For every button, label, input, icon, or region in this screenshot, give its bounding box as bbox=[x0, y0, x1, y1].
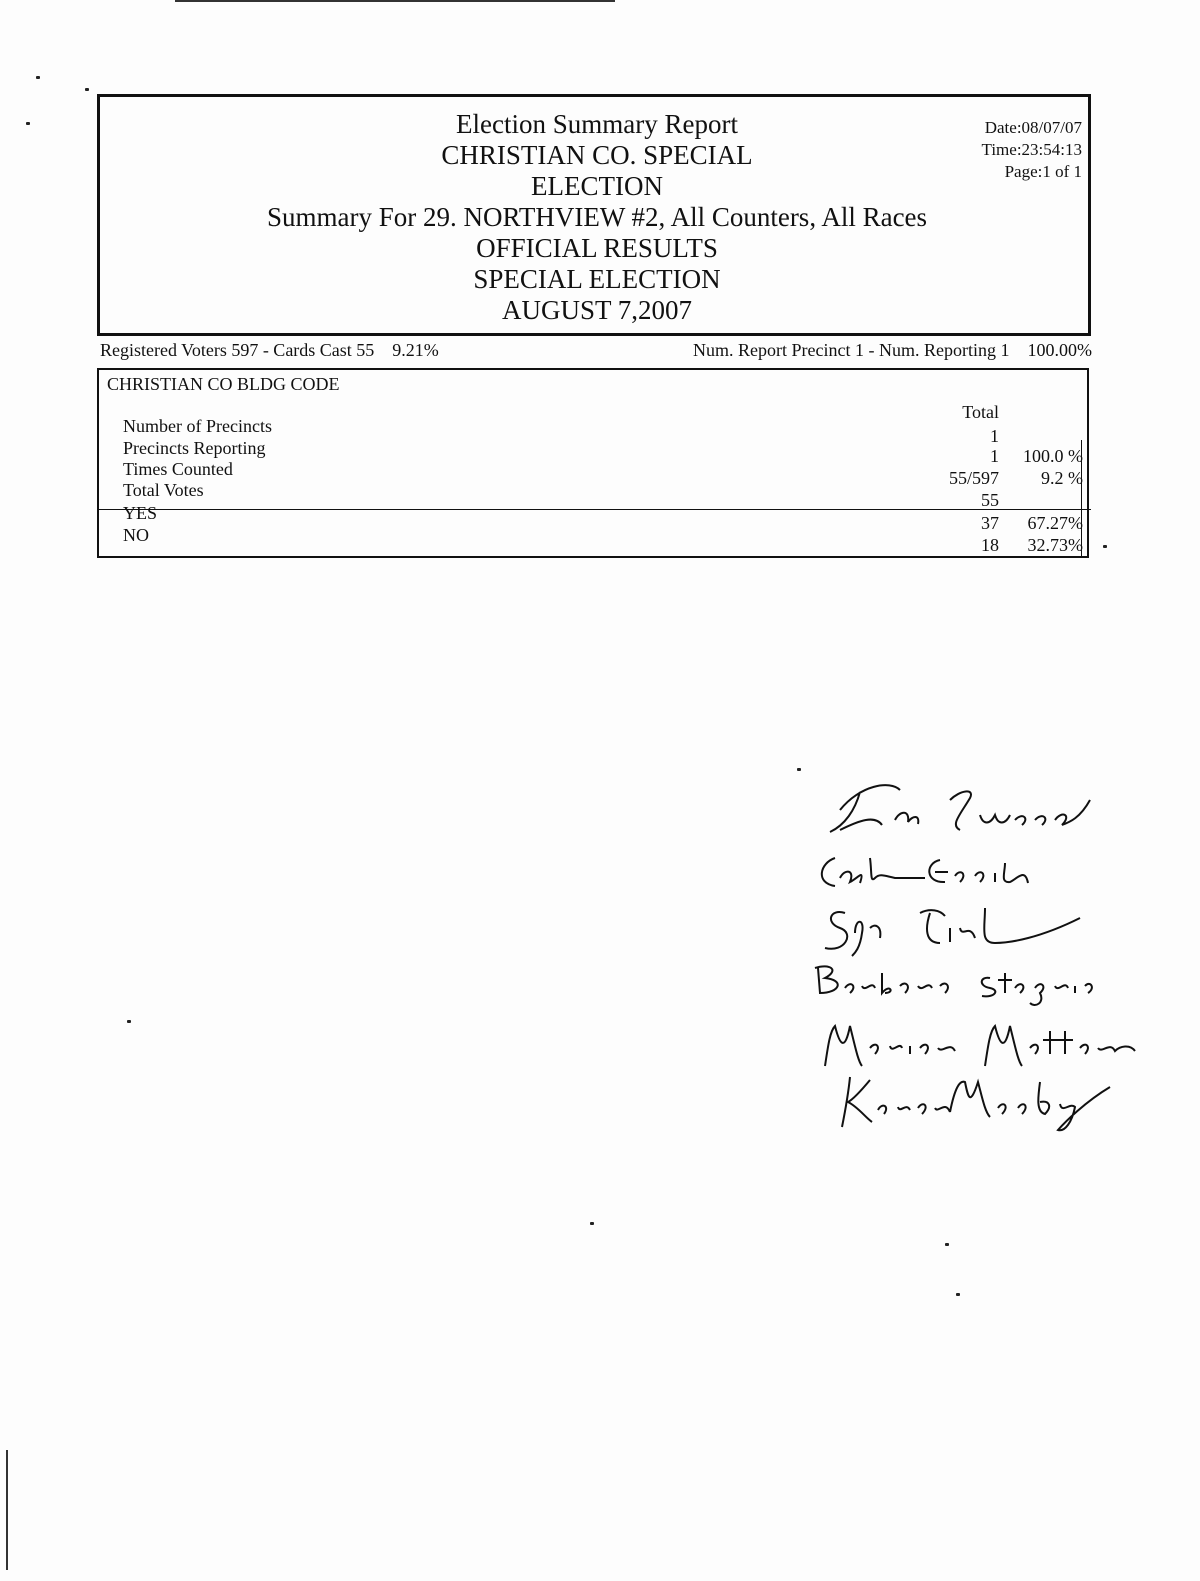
stat-value: 55/597 bbox=[948, 468, 999, 488]
signature-carla-essick bbox=[800, 838, 1160, 898]
choice-votes: 18 bbox=[981, 535, 999, 555]
stat-percent: 9.2 % bbox=[1041, 468, 1083, 488]
scan-speck bbox=[590, 1222, 594, 1225]
stat-value: 1 bbox=[990, 426, 999, 446]
stat-row-times-counted bbox=[123, 459, 1083, 488]
signature-image bbox=[800, 780, 1160, 840]
registered-voters-summary: Registered Voters 597 - Cards Cast 55 9.21% bbox=[100, 340, 439, 360]
race-title: CHRISTIAN CO BLDG CODE bbox=[107, 374, 340, 394]
signature-lora-russell bbox=[800, 780, 1160, 840]
scan-speck bbox=[797, 768, 801, 771]
report-election-date: AUGUST 7,2007 bbox=[501, 295, 692, 325]
percent-column-border bbox=[1081, 440, 1082, 558]
report-date: Date:08/07/07 bbox=[984, 118, 1082, 137]
choice-row-yes bbox=[123, 503, 1083, 533]
scan-speck bbox=[945, 1243, 949, 1246]
stat-label: Precincts Reporting bbox=[123, 438, 266, 458]
report-title: Election Summary Report bbox=[456, 109, 738, 139]
total-column-header: Total bbox=[962, 402, 999, 422]
signature-image bbox=[800, 1016, 1160, 1076]
precincts-reporting-summary: Num. Report Precinct 1 - Num. Reporting 1 100.00% bbox=[693, 340, 1092, 360]
report-page-number: Page:1 of 1 bbox=[1004, 162, 1082, 181]
scan-artifact-left-edge bbox=[6, 1450, 8, 1570]
stat-row-total-votes bbox=[123, 480, 1083, 510]
signature-image bbox=[800, 958, 1160, 1018]
stat-label: Total Votes bbox=[123, 480, 204, 500]
choice-percent: 67.27% bbox=[1027, 513, 1083, 533]
report-title-block bbox=[100, 109, 1094, 326]
stat-label: Times Counted bbox=[123, 459, 233, 479]
stat-percent: 100.0 % bbox=[1023, 446, 1083, 466]
scan-artifact-top bbox=[175, 0, 615, 2]
report-election-line: ELECTION bbox=[531, 171, 663, 201]
report-county-line: CHRISTIAN CO. SPECIAL bbox=[441, 140, 753, 170]
report-special-election: SPECIAL ELECTION bbox=[473, 264, 721, 294]
signature-marian-matthews bbox=[800, 1016, 1160, 1076]
stat-value: 55 bbox=[981, 490, 999, 510]
choice-row-no bbox=[123, 525, 1083, 555]
scan-speck bbox=[36, 76, 40, 79]
signature-image bbox=[800, 898, 1160, 958]
stat-label: Number of Precincts bbox=[123, 416, 272, 436]
stat-value: 1 bbox=[990, 446, 999, 466]
signature-image bbox=[800, 838, 1160, 898]
race-results-box bbox=[97, 368, 1089, 558]
choice-percent: 32.73% bbox=[1027, 535, 1083, 555]
scan-speck bbox=[1103, 545, 1107, 548]
choice-votes: 37 bbox=[981, 513, 999, 533]
choice-label: YES bbox=[123, 503, 158, 523]
scan-speck bbox=[85, 88, 89, 91]
signature-barbara-stogner bbox=[800, 958, 1160, 1018]
report-summary-for: Summary For 29. NORTHVIEW #2, All Counters, All Races bbox=[266, 202, 928, 232]
report-time: Time:23:54:13 bbox=[981, 140, 1082, 159]
scan-speck bbox=[127, 1020, 131, 1023]
signature-skye-tindle bbox=[800, 898, 1160, 958]
scan-speck bbox=[26, 122, 30, 125]
scan-speck bbox=[956, 1293, 960, 1296]
choice-label: NO bbox=[123, 525, 149, 545]
stat-row-precincts-reporting bbox=[123, 438, 1083, 466]
stat-row-number-of-precincts bbox=[123, 416, 1083, 446]
signature-image bbox=[800, 1072, 1160, 1132]
report-official-results: OFFICIAL RESULTS bbox=[476, 233, 718, 263]
signature-karen-moody bbox=[800, 1072, 1160, 1132]
report-meta bbox=[982, 117, 1082, 183]
report-header-box bbox=[97, 94, 1091, 336]
signatures-block bbox=[800, 780, 1160, 1140]
